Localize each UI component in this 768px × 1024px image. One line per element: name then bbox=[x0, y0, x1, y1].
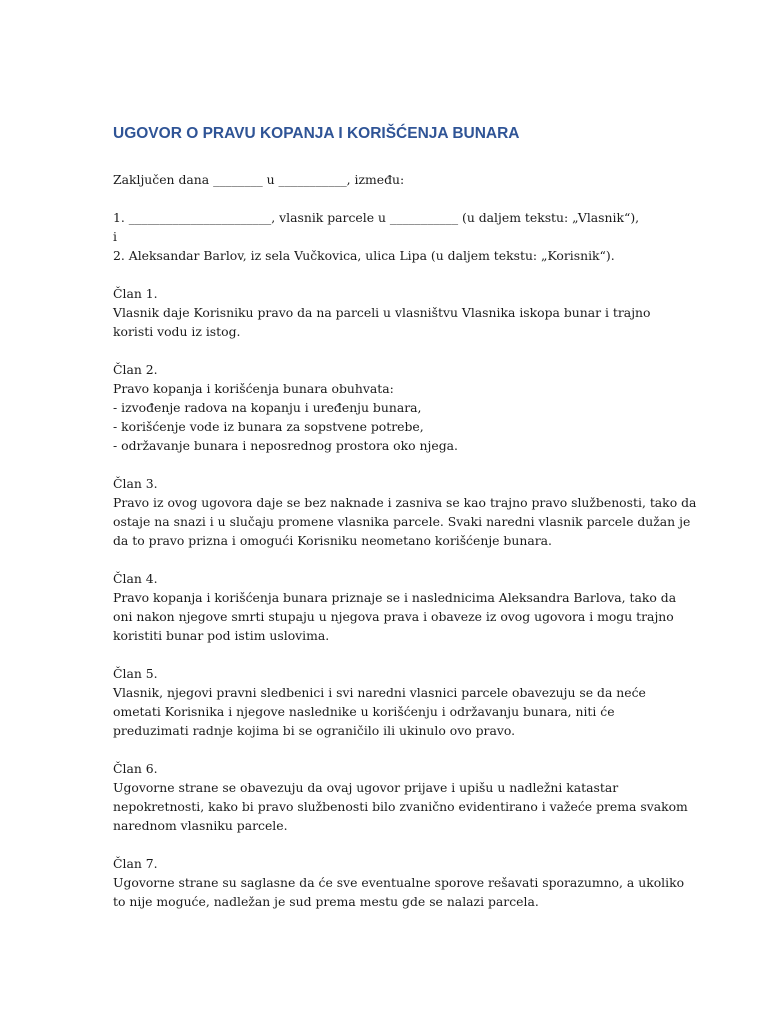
article-line: - održavanje bunara i neposrednog prostora oko njega. bbox=[113, 438, 458, 453]
article-line: Ugovorne strane su saglasne da će sve eventualne sporove rešavati sporazumno, a ukoliko bbox=[113, 875, 685, 890]
article-line: - korišćenje vode iz bunara za sopstvene potrebe, bbox=[113, 419, 424, 434]
article-line: Pravo iz ovog ugovora daje se bez naknade i zasniva se kao trajno pravo službenosti, tako da bbox=[113, 495, 697, 510]
article-heading: Član 7. bbox=[113, 856, 158, 871]
party-conjunction: i bbox=[113, 229, 117, 244]
article-line: Ugovorne strane se obavezuju da ovaj ugovor prijave i upišu u nadležni katastar bbox=[113, 780, 619, 795]
article-line: - izvođenje radova na kopanju i uređenju bunara, bbox=[113, 400, 422, 415]
article-line: Pravo kopanja i korišćenja bunara priznaje se i naslednicima Aleksandra Barlova, tako da bbox=[113, 590, 677, 605]
article-1 bbox=[113, 284, 663, 341]
article-7 bbox=[113, 854, 685, 911]
article-heading: Član 5. bbox=[113, 666, 158, 681]
party-owner: 1. _______________________, vlasnik parcele u ___________ (u daljem tekstu: „Vlasnik“), bbox=[113, 210, 640, 225]
article-heading: Član 1. bbox=[113, 286, 158, 301]
article-line: nepokretnosti, kako bi pravo službenosti bilo zvanično evidentirano i važeće prema svakom bbox=[113, 799, 688, 814]
article-4 bbox=[113, 569, 677, 645]
article-line: Pravo kopanja i korišćenja bunara obuhvata: bbox=[113, 381, 394, 396]
article-line: Vlasnik daje Korisniku pravo da na parceli u vlasništvu Vlasnika iskopa bunar i trajno bbox=[113, 305, 651, 320]
article-line: oni nakon njegove smrti stupaju u njegova prava i obaveze iz ovog ugovora i mogu trajno bbox=[113, 609, 674, 624]
article-3 bbox=[113, 474, 697, 550]
party-user: 2. Aleksandar Barlov, iz sela Vučkovica, ulica Lipa (u daljem tekstu: „Korisnik“). bbox=[113, 248, 615, 263]
article-5 bbox=[113, 664, 663, 740]
article-line: to nije moguće, nadležan je sud prema mestu gde se nalazi parcela. bbox=[113, 894, 539, 909]
article-line: narednom vlasniku parcele. bbox=[113, 818, 288, 833]
article-heading: Član 2. bbox=[113, 362, 158, 377]
article-line: koristi vodu iz istog. bbox=[113, 324, 241, 339]
article-line: ometati Korisnika i njegove naslednike u korišćenju i održavanju bunara, niti će bbox=[113, 704, 615, 719]
article-2 bbox=[113, 360, 663, 455]
article-line: koristiti bunar pod istim uslovima. bbox=[113, 628, 330, 643]
intro-line bbox=[113, 170, 663, 189]
article-heading: Član 6. bbox=[113, 761, 158, 776]
article-6 bbox=[113, 759, 688, 835]
document-title: UGOVOR O PRAVU KOPANJA I KORIŠĆENJA BUNARA bbox=[113, 125, 520, 142]
parties-block bbox=[113, 208, 663, 265]
article-heading: Član 3. bbox=[113, 476, 158, 491]
article-line: Vlasnik, njegovi pravni sledbenici i svi naredni vlasnici parcele obavezuju se da neće bbox=[113, 685, 646, 700]
article-line: preduzimati radnje kojima bi se ograničilo ili ukinulo ovo pravo. bbox=[113, 723, 516, 738]
article-line: ostaje na snazi i u slučaju promene vlasnika parcele. Svaki naredni vlasnik parcele dužan je bbox=[113, 514, 691, 529]
intro-text: Zaključen dana ________ u ___________, između: bbox=[113, 172, 405, 187]
article-line: da to pravo prizna i omogući Korisniku neometano korišćenje bunara. bbox=[113, 533, 552, 548]
document-body bbox=[113, 124, 697, 911]
article-heading: Član 4. bbox=[113, 571, 158, 586]
